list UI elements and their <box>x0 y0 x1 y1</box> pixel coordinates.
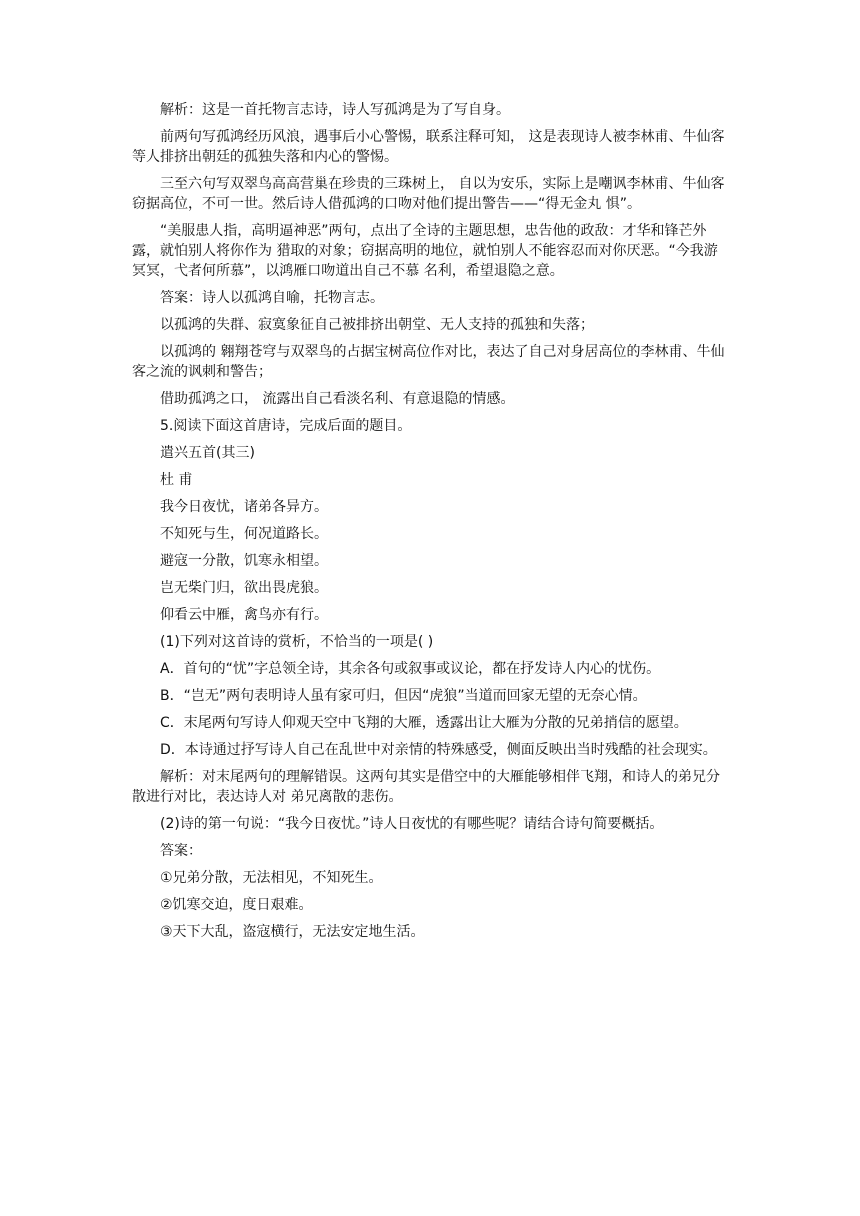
poem-line: 仰看云中雁，禽鸟亦有行。 <box>160 607 328 623</box>
poem-line: 避寇一分散，饥寒永相望。 <box>160 553 328 569</box>
option-c: C．末尾两句写诗人仰观天空中飞翔的大雁，透露出让大雁为分散的兄弟捎信的愿望。 <box>160 715 688 731</box>
poem-title: 遣兴五首(其三) <box>160 445 255 461</box>
answer-point: ②饥寒交迫，度日艰难。 <box>160 897 313 913</box>
poem-line: 我今日夜忧，诸弟各异方。 <box>160 499 328 515</box>
answer-label: 答案： <box>160 843 202 859</box>
answer-paragraph: 以孤鸿的 翱翔苍穹与双翠鸟的占据宝树高位作对比，表达了自己对身居高位的李林甫、牛仙客之流的讽刺和警告； <box>132 344 725 380</box>
analysis-paragraph: “美服患人指，高明逼神恶”两句，点出了全诗的主题思想，忠告他的政敌：才华和锋芒外露，就怕别人将你作为 猎取的对象；窃据高明的地位，就怕别人不能容忍而对你厌恶。“今我游冥冥，弋者何所慕”，以鸿雁口吻道出自己不慕 名利，希望退隐之意。 <box>132 223 718 279</box>
option-b: B．“岂无”两句表明诗人虽有家可归，但因“虎狼”当道而回家无望的无奈心情。 <box>160 688 647 704</box>
option-d: D．本诗通过抒写诗人自己在乱世中对亲情的特殊感受，侧面反映出当时残酷的社会现实。 <box>160 742 717 758</box>
analysis-paragraph: 三至六句写双翠鸟高高营巢在珍贵的三珠树上， 自以为安乐，实际上是嘲讽李林甫、牛仙客窃据高位，不可一世。然后诗人借孤鸿的口吻对他们提出警告——“得无金丸 惧”。 <box>132 176 725 212</box>
analysis-paragraph: 解析：这是一首托物言志诗，诗人写孤鸿是为了写自身。 <box>160 102 510 118</box>
answer-paragraph: 答案：诗人以孤鸿自喻，托物言志。 <box>160 290 384 306</box>
poem-author: 杜 甫 <box>160 472 193 488</box>
answer-point: ③天下大乱，盗寇横行，无法安定地生活。 <box>160 924 425 940</box>
question-item: (1)下列对这首诗的赏析，不恰当的一项是( ) <box>160 634 434 650</box>
answer-paragraph: 借助孤鸿之口， 流露出自己看淡名利、有意退隐的情感。 <box>160 391 515 407</box>
analysis-paragraph: 前两句写孤鸿经历风浪，遇事后小心警惕，联系注释可知， 这是表现诗人被李林甫、牛仙客等人排挤出朝廷的孤独失落和内心的警惕。 <box>132 129 725 165</box>
document-body <box>132 100 730 949</box>
poem-line: 不知死与生，何况道路长。 <box>160 526 328 542</box>
poem-line: 岂无柴门归，欲出畏虎狼。 <box>160 580 328 596</box>
option-a: A．首句的“忧”字总领全诗，其余各句或叙事或议论，都在抒发诗人内心的忧伤。 <box>160 661 661 677</box>
question-item: (2)诗的第一句说：“我今日夜忧。”诗人日夜忧的有哪些呢？请结合诗句简要概括。 <box>160 816 664 832</box>
question-heading: 5.阅读下面这首唐诗，完成后面的题目。 <box>160 418 412 434</box>
answer-point: ①兄弟分散，无法相见，不知死生。 <box>160 870 383 886</box>
analysis-paragraph: 解析：对末尾两句的理解错误。这两句其实是借空中的大雁能够相伴飞翔，和诗人的弟兄分散进行对比，表达诗人对 弟兄离散的悲伤。 <box>132 769 720 805</box>
answer-paragraph: 以孤鸿的失群、寂寞象征自己被排挤出朝堂、无人支持的孤独和失落； <box>160 317 594 333</box>
